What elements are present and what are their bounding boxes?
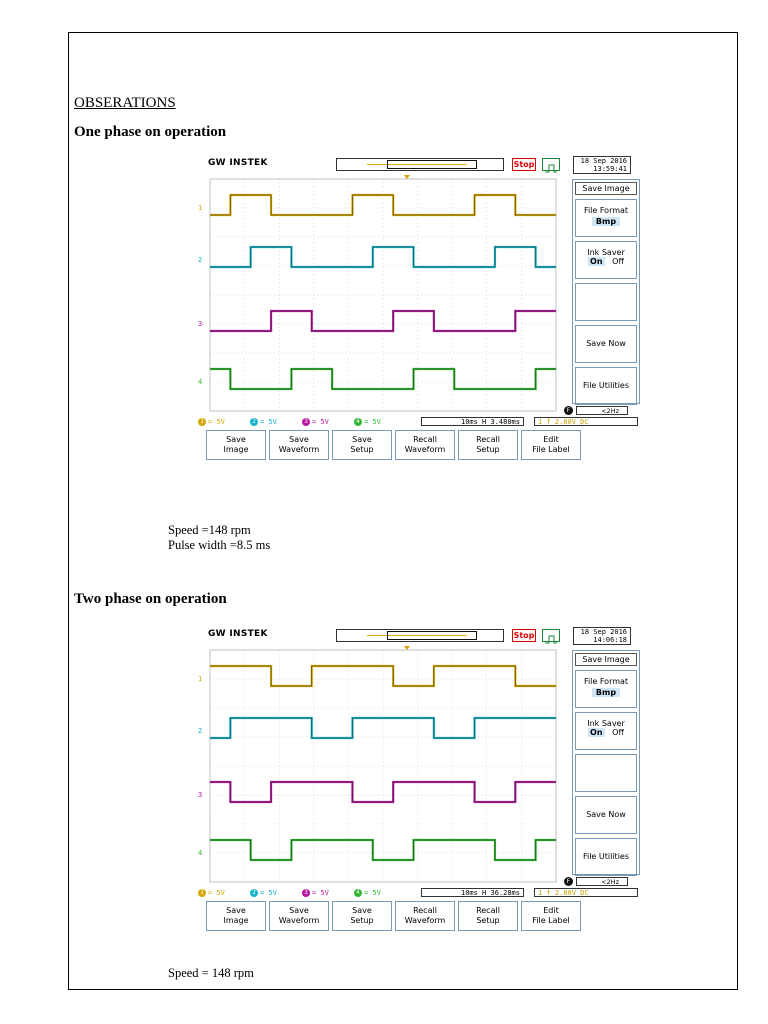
soft-key-save-waveform[interactable]: Save Waveform [269,901,329,931]
ink-saver-option[interactable]: Ink Saver On Off [575,712,637,750]
save-now-option[interactable]: Save Now [575,325,637,363]
channel-marker-ch3: 3 [198,320,203,328]
soft-key-recall-waveform[interactable]: Recall Waveform [395,430,455,460]
soft-key-save-setup[interactable]: Save Setup [332,901,392,931]
file-utilities-option[interactable]: File Utilities [575,838,637,876]
empty-option [575,283,637,321]
frequency-readout: <2Hz [576,406,628,415]
section1-pulse-width: Pulse width =8.5 ms [168,538,271,552]
oscilloscope-screenshot-one-phase [196,155,640,454]
channel-marker-ch4: 4 [198,378,203,386]
waveform-display [196,646,572,888]
frequency-readout: <2Hz [576,877,628,886]
soft-key-save-image[interactable]: Save Image [206,901,266,931]
soft-key-save-waveform[interactable]: Save Waveform [269,430,329,460]
soft-key-recall-waveform[interactable]: Recall Waveform [395,901,455,931]
trigger-position-marker [404,175,410,179]
run-stop-status: Stop [513,160,535,169]
channel-1-chip: 1 [198,889,206,897]
channel-2-chip: 2 [250,889,258,897]
function-icon: F [564,877,573,886]
menu-title: Save Image [575,182,637,195]
soft-key-save-setup[interactable]: Save Setup [332,430,392,460]
channel-4-chip: 4 [354,889,362,897]
soft-key-save-image[interactable]: Save Image [206,430,266,460]
channel-3-chip: 3 [302,889,310,897]
brand-logo: GW INSTEK [208,629,268,639]
trigger-edge-icon [542,158,560,171]
file-format-option[interactable]: File Format Bmp [575,670,637,708]
file-format-option[interactable]: File Format Bmp [575,199,637,237]
channel-4-chip: 4 [354,418,362,426]
date-text: 18 Sep 2016 [580,628,627,636]
soft-key-edit-file-label[interactable]: Edit File Label [521,901,581,931]
section1-title: One phase on operation [74,124,227,140]
save-image-side-menu [572,650,640,875]
section2-title: Two phase on operation [74,591,227,607]
channel-2-scale: 2 = 5V [250,888,277,898]
empty-option [575,754,637,792]
date-time-readout [573,156,631,174]
soft-key-recall-setup[interactable]: Recall Setup [458,901,518,931]
memory-bar [336,158,504,171]
channel-3-chip: 3 [302,418,310,426]
channel-status-bar [196,888,640,898]
section2-speed: Speed = 148 rpm [168,966,254,980]
channel-1-chip: 1 [198,418,206,426]
save-now-option[interactable]: Save Now [575,796,637,834]
channel-marker-ch4: 4 [198,849,203,857]
trigger-readout: 1 f 2.80V DC [534,888,638,897]
oscilloscope-screenshot-two-phase [196,626,640,925]
timebase-readout: 10ms H 36.28ms [421,888,524,897]
menu-title: Save Image [575,653,637,666]
channel-marker-ch2: 2 [198,256,203,264]
soft-key-recall-setup[interactable]: Recall Setup [458,430,518,460]
channel-marker-ch3: 3 [198,791,203,799]
channel-2-chip: 2 [250,418,258,426]
ink-saver-option[interactable]: Ink Saver On Off [575,241,637,279]
brand-logo: GW INSTEK [208,158,268,168]
date-text: 18 Sep 2016 [580,157,627,165]
channel-3-scale: 3 = 5V [302,417,329,427]
trigger-position-marker [404,646,410,650]
time-text: 13:59:41 [593,165,627,173]
channel-4-scale: 4 = 5V [354,417,381,427]
channel-1-scale: 1 = 5V [198,888,225,898]
section1-speed: Speed =148 rpm [168,523,251,537]
trigger-edge-icon [542,629,560,642]
function-icon: F [564,406,573,415]
channel-status-bar [196,417,640,427]
timebase-readout: 10ms H 3.480ms [421,417,524,426]
time-text: 14:06:18 [593,636,627,644]
soft-key-edit-file-label[interactable]: Edit File Label [521,430,581,460]
channel-marker-ch1: 1 [198,204,203,212]
channel-3-scale: 3 = 5V [302,888,329,898]
channel-1-scale: 1 = 5V [198,417,225,427]
run-stop-status: Stop [513,631,535,640]
date-time-readout [573,627,631,645]
channel-marker-ch2: 2 [198,727,203,735]
observations-heading: OBSERATIONS [74,95,176,111]
channel-4-scale: 4 = 5V [354,888,381,898]
trigger-readout: 1 f 2.80V DC [534,417,638,426]
waveform-display [196,175,572,417]
file-utilities-option[interactable]: File Utilities [575,367,637,405]
channel-marker-ch1: 1 [198,675,203,683]
memory-bar [336,629,504,642]
channel-2-scale: 2 = 5V [250,417,277,427]
save-image-side-menu [572,179,640,404]
